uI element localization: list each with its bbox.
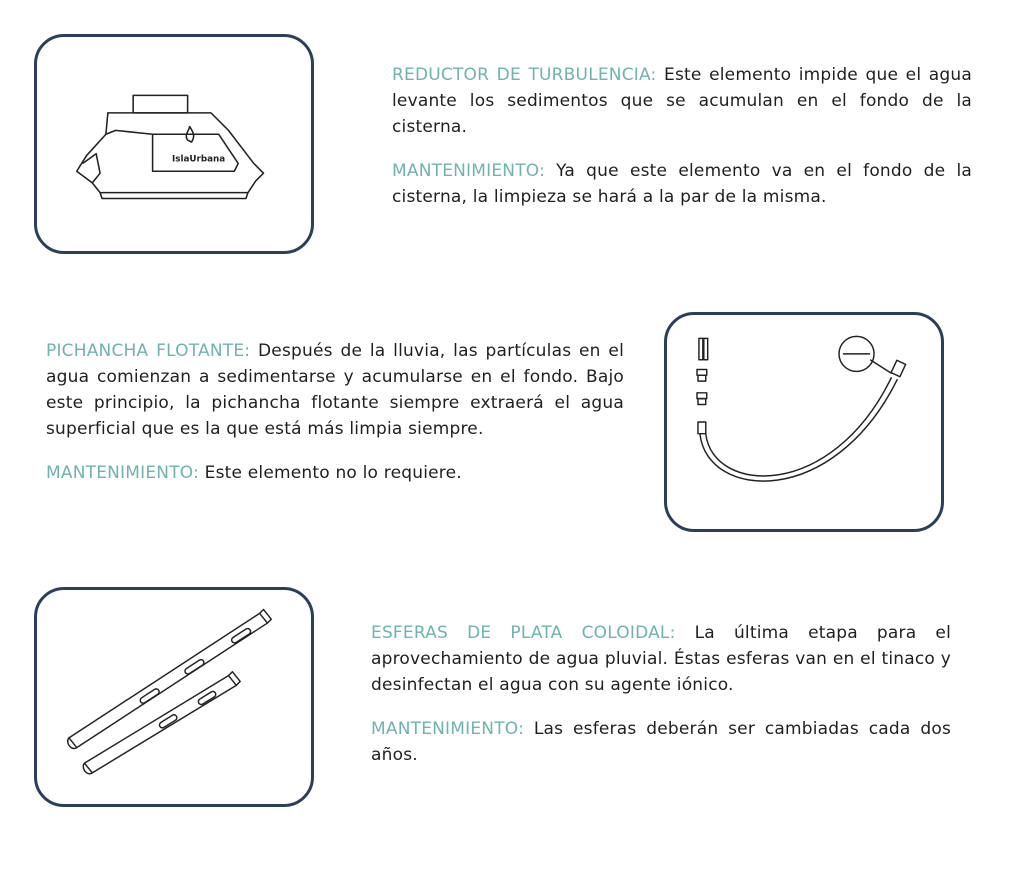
section-turbulence-reducer xyxy=(392,62,972,228)
floating-intake-image-card xyxy=(664,312,944,532)
colloidal-silver-illustration xyxy=(37,590,311,804)
section-body: La última etapa para el aprovechamiento de agua pluvial. Éstas esferas van en el tinaco y desinfectan el agua con su agente iónico. xyxy=(371,623,951,695)
colloidal-silver-image-card xyxy=(34,587,314,807)
section-floating-intake xyxy=(46,338,624,504)
maintenance-body: Las esferas deberán ser cambiadas cada dos años. xyxy=(371,719,951,765)
turbulence-reducer-illustration xyxy=(37,37,311,251)
section-body: Después de la lluvia, las partículas en el agua comienzan a sedimentarse y acumularse en el fondo. Bajo este principio, la pichancha flotante siempre extraerá el agua superficial que es la que está más limpia siempre. xyxy=(46,341,625,439)
section-colloidal-silver xyxy=(371,620,951,786)
maintenance-paragraph xyxy=(46,460,624,486)
maintenance-title: MANTENIMIENTO: xyxy=(46,463,200,483)
maintenance-paragraph xyxy=(392,158,972,210)
section-title: PICHANCHA FLOTANTE: xyxy=(46,341,251,361)
maintenance-body: Este elemento no lo requiere. xyxy=(204,463,462,483)
section-title: ESFERAS DE PLATA COLOIDAL: xyxy=(371,623,676,643)
maintenance-paragraph xyxy=(371,716,951,768)
maintenance-title: MANTENIMIENTO: xyxy=(371,719,525,739)
description-paragraph xyxy=(392,62,972,140)
description-paragraph xyxy=(371,620,951,698)
description-paragraph xyxy=(46,338,624,442)
maintenance-title: MANTENIMIENTO: xyxy=(392,161,546,181)
maintenance-body: Ya que este elemento va en el fondo de la cisterna, la limpieza se hará a la par de la misma. xyxy=(392,161,972,207)
section-body: Este elemento impide que el agua levante los sedimentos que se acumulan en el fondo de la cisterna. xyxy=(392,65,972,137)
floating-intake-illustration xyxy=(667,315,941,529)
turbulence-reducer-image-card xyxy=(34,34,314,254)
logo-text: IslaUrbana xyxy=(172,154,226,165)
section-title: REDUCTOR DE TURBULENCIA: xyxy=(392,65,657,85)
